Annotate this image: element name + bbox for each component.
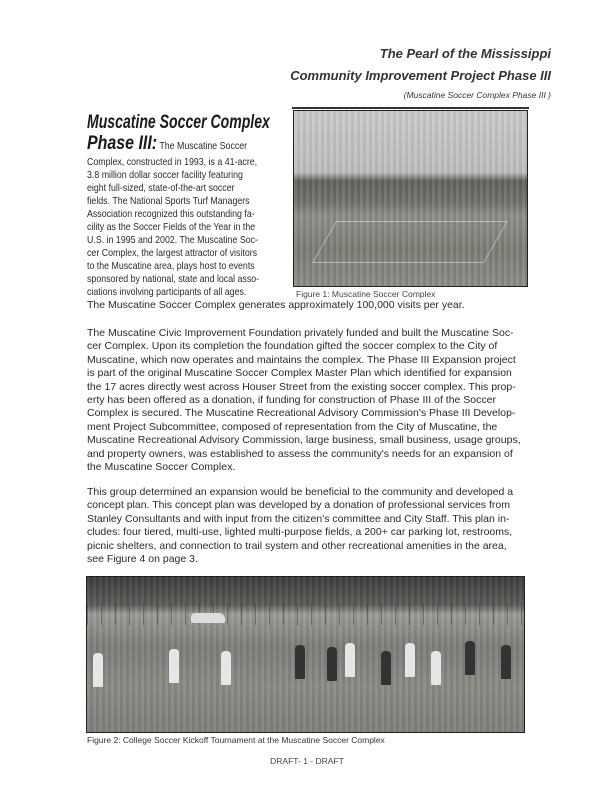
text-line: Association recognized this outstanding fa- xyxy=(87,208,255,220)
text-line: eight full-sized, state-of-the-art soccer xyxy=(87,182,235,194)
soccer-complex-photo xyxy=(293,110,528,287)
text-line: fields. The National Sports Turf Managers xyxy=(87,195,250,207)
fence xyxy=(87,603,524,625)
text-line: to the Muscatine area, plays host to events xyxy=(87,260,255,272)
page-footer: DRAFT- 1 - DRAFT xyxy=(270,756,344,766)
text-line: erty has been offered as a donation, if funding for construction of Phase III of the Soccer xyxy=(87,394,496,407)
text-line: The Muscatine Civic Improvement Foundation privately funded and built the Muscatine Soc- xyxy=(87,327,514,339)
player xyxy=(501,645,511,679)
player xyxy=(345,643,355,677)
text-line: ciations involving participants of all ages. xyxy=(87,286,247,298)
text-line: and property owners, was established to assess the community's needs for an expansion of xyxy=(87,447,513,460)
header-tagline: The Pearl of the Mississippi xyxy=(379,46,551,61)
text-line: the Muscatine Soccer Complex. xyxy=(87,461,236,474)
text-line: Muscatine Recreational Advisory Commission, large business, small business, usage groups, xyxy=(87,434,521,447)
player xyxy=(431,651,441,685)
player xyxy=(465,641,475,675)
text-line: 3.8 million dollar soccer facility featuring xyxy=(87,169,243,181)
header-subtitle: (Muscatine Soccer Complex Phase III ) xyxy=(403,90,551,100)
text-line: see Figure 4 on page 3. xyxy=(87,553,198,566)
text-line: the 17 acres directly west across Houser Street from the existing soccer complex. This prop- xyxy=(87,380,516,393)
player xyxy=(169,649,179,683)
text-line: sponsored by national, state and local asso- xyxy=(87,273,260,285)
paragraph-foundation xyxy=(87,327,521,474)
text-line: picnic shelters, and connection to trail system and other recreational amenities in the area, xyxy=(87,539,507,552)
text-line: Complex is secured. The Muscatine Recreational Advisory Commission's Phase III Develop- xyxy=(87,407,516,420)
text-line: cer Complex. Upon its completion the foundation gifted the soccer complex to the City of xyxy=(87,340,498,353)
text-line: Stanley Consultants and with input from the citizen's committee and City Staff. This plan in- xyxy=(87,512,510,525)
figure2-caption: Figure 2: College Soccer Kickoff Tournament at the Muscatine Soccer Complex xyxy=(87,735,385,745)
text-line: cer Complex, the largest attractor of visitors xyxy=(87,247,258,259)
section-title: Muscatine Soccer Complex xyxy=(87,112,270,133)
text-line: ment Project Subcommittee, composed of representation from the City of Muscatine, the xyxy=(87,420,498,433)
text-line: The Muscatine Soccer xyxy=(157,140,248,152)
tournament-photo xyxy=(86,576,525,733)
header-divider xyxy=(292,107,529,109)
text-line: cility as the Soccer Fields of the Year in the xyxy=(87,221,256,233)
paragraph-concept-plan xyxy=(87,486,513,566)
text-line: concept plan. This concept plan was developed by a donation of professional services from xyxy=(87,499,510,512)
player xyxy=(381,651,391,685)
section-lead: Phase III: xyxy=(87,133,158,154)
player xyxy=(327,647,337,681)
text-line: is part of the original Muscatine Soccer Complex Master Plan which identified for expansion xyxy=(87,367,512,380)
text-line: cludes: four tiered, multi-use, lighted multi-purpose fields, a 200+ car parking lot, restrooms, xyxy=(87,526,513,539)
text-line: Muscatine, which now operates and maintains the complex. The Phase III Expansion project xyxy=(87,353,516,366)
text-line: U.S. in 1995 and 2002. The Muscatine Soc- xyxy=(87,234,258,246)
header-project-title: Community Improvement Project Phase III xyxy=(290,68,551,83)
text-line: This group determined an expansion would be beneficial to the community and developed a xyxy=(87,486,514,498)
car xyxy=(191,613,225,623)
text-line: Complex, constructed in 1993, is a 41-acre, xyxy=(87,156,258,168)
figure1-caption: Figure 1: Muscatine Soccer Complex xyxy=(296,289,436,299)
player xyxy=(295,645,305,679)
player xyxy=(221,651,231,685)
player xyxy=(405,643,415,677)
player xyxy=(93,653,103,687)
text-line: The Muscatine Soccer Complex generates approximately 100,000 visits per year. xyxy=(87,299,465,311)
